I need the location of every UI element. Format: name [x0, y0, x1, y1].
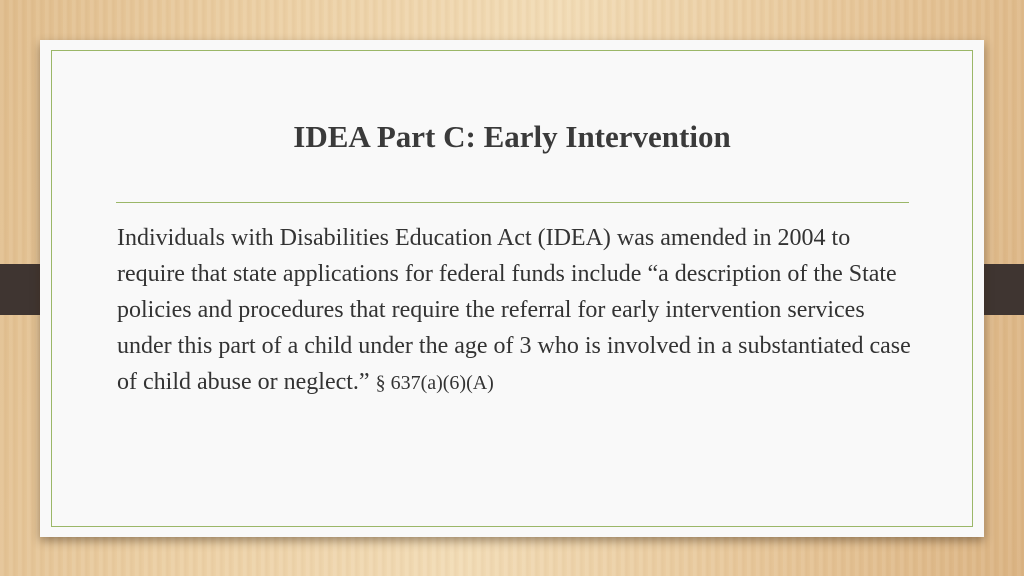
body-text: Individuals with Disabilities Education Act (IDEA) was amended in 2004 to require that state applications for federal funds include “a description of the State policies and procedures that require the referral for early intervention services under this part of a child under the age of 3 who is involved in a substantiated case of child abuse or neglect.”	[117, 225, 911, 395]
statute-citation: § 637(a)(6)(A)	[375, 372, 494, 394]
slide-card	[40, 40, 984, 537]
slide-body	[117, 220, 917, 401]
title-divider	[116, 202, 909, 203]
slide-title: IDEA Part C: Early Intervention	[293, 119, 731, 154]
